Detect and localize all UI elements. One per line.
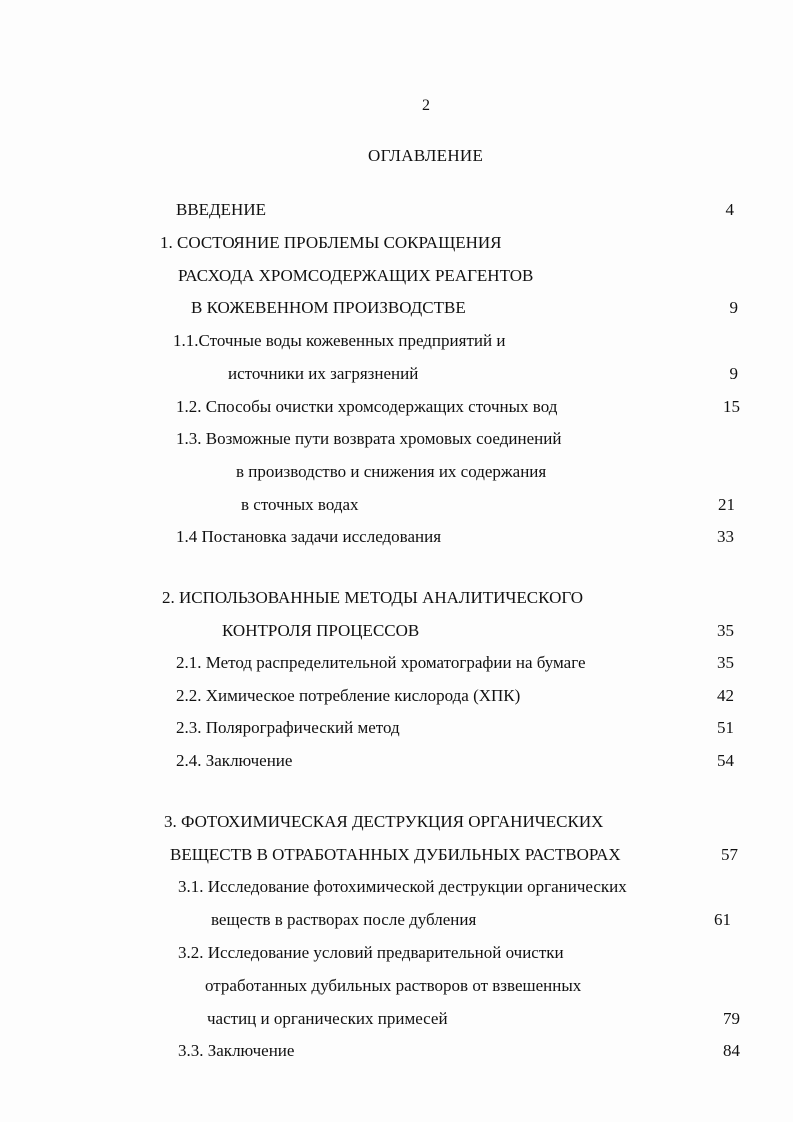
toc-entry-text: 3.1. Исследование фотохимической деструкции органических	[178, 877, 627, 896]
toc-entry-text: в сточных водах	[241, 495, 359, 514]
toc-entry-page: 42	[717, 686, 734, 705]
toc-entry-text: 2.2. Химическое потребление кислорода (ХПК)	[176, 686, 521, 705]
toc-entry-text: 1.3. Возможные пути возврата хромовых соединений	[176, 429, 562, 448]
toc-entry-text: веществ в растворах после дубления	[211, 910, 477, 929]
toc-entry-page: 79	[723, 1009, 740, 1028]
toc-entry-text: отработанных дубильных растворов от взвешенных	[205, 976, 582, 995]
toc-entry-text: 1. СОСТОЯНИЕ ПРОБЛЕМЫ СОКРАЩЕНИЯ	[160, 233, 502, 252]
toc-entry-text: частиц и органических примесей	[207, 1009, 448, 1028]
toc-entry-text: 2. ИСПОЛЬЗОВАННЫЕ МЕТОДЫ АНАЛИТИЧЕСКОГО	[162, 588, 584, 607]
toc-entry-text: КОНТРОЛЯ ПРОЦЕССОВ	[222, 621, 420, 640]
toc-entry-page: 84	[723, 1041, 740, 1060]
toc-entry-text: ВВЕДЕНИЕ	[176, 200, 266, 219]
page-title: ОГЛАВЛЕНИЕ	[368, 146, 484, 165]
toc-entry-text: В КОЖЕВЕННОМ ПРОИЗВОДСТВЕ	[191, 298, 466, 317]
toc-entry-page: 9	[729, 298, 738, 317]
toc-entry-page: 4	[725, 200, 734, 219]
toc-entry-text: 3.3. Заключение	[178, 1041, 295, 1060]
toc-entry-text: 1.4 Постановка задачи исследования	[176, 527, 442, 546]
toc-entry-page: 35	[717, 653, 734, 672]
toc-entry-page: 21	[718, 495, 735, 514]
toc-entry-page: 35	[717, 621, 734, 640]
toc-entry-text: РАСХОДА ХРОМСОДЕРЖАЩИХ РЕАГЕНТОВ	[178, 266, 534, 285]
toc-entry-text: 1.1.Сточные воды кожевенных предприятий и	[173, 331, 506, 350]
toc-entry-page: 61	[714, 910, 731, 929]
page-number: 2	[422, 97, 430, 114]
toc-entry-page: 15	[723, 397, 740, 416]
toc-entry-page: 9	[729, 364, 738, 383]
toc-entry-page: 54	[717, 751, 734, 770]
toc-entry-text: 3. ФОТОХИМИЧЕСКАЯ ДЕСТРУКЦИЯ ОРГАНИЧЕСКИХ	[164, 812, 604, 831]
toc-entry-page: 57	[721, 845, 738, 864]
toc-entry-text: 2.1. Метод распределительной хроматографии на бумаге	[176, 653, 586, 672]
toc-entry-text: 3.2. Исследование условий предварительной очистки	[178, 943, 564, 962]
toc-entry-page: 33	[717, 527, 734, 546]
toc-entry-text: 1.2. Способы очистки хромсодержащих сточных вод	[176, 397, 558, 416]
toc-entry-text: ВЕЩЕСТВ В ОТРАБОТАННЫХ ДУБИЛЬНЫХ РАСТВОРАХ	[170, 845, 621, 864]
toc-entry-text: 2.3. Полярографический метод	[176, 718, 400, 737]
toc-entry-text: в производство и снижения их содержания	[236, 462, 547, 481]
toc-entry-text: источники их загрязнений	[228, 364, 419, 383]
toc-entry-page: 51	[717, 718, 734, 737]
toc-entry-text: 2.4. Заключение	[176, 751, 293, 770]
